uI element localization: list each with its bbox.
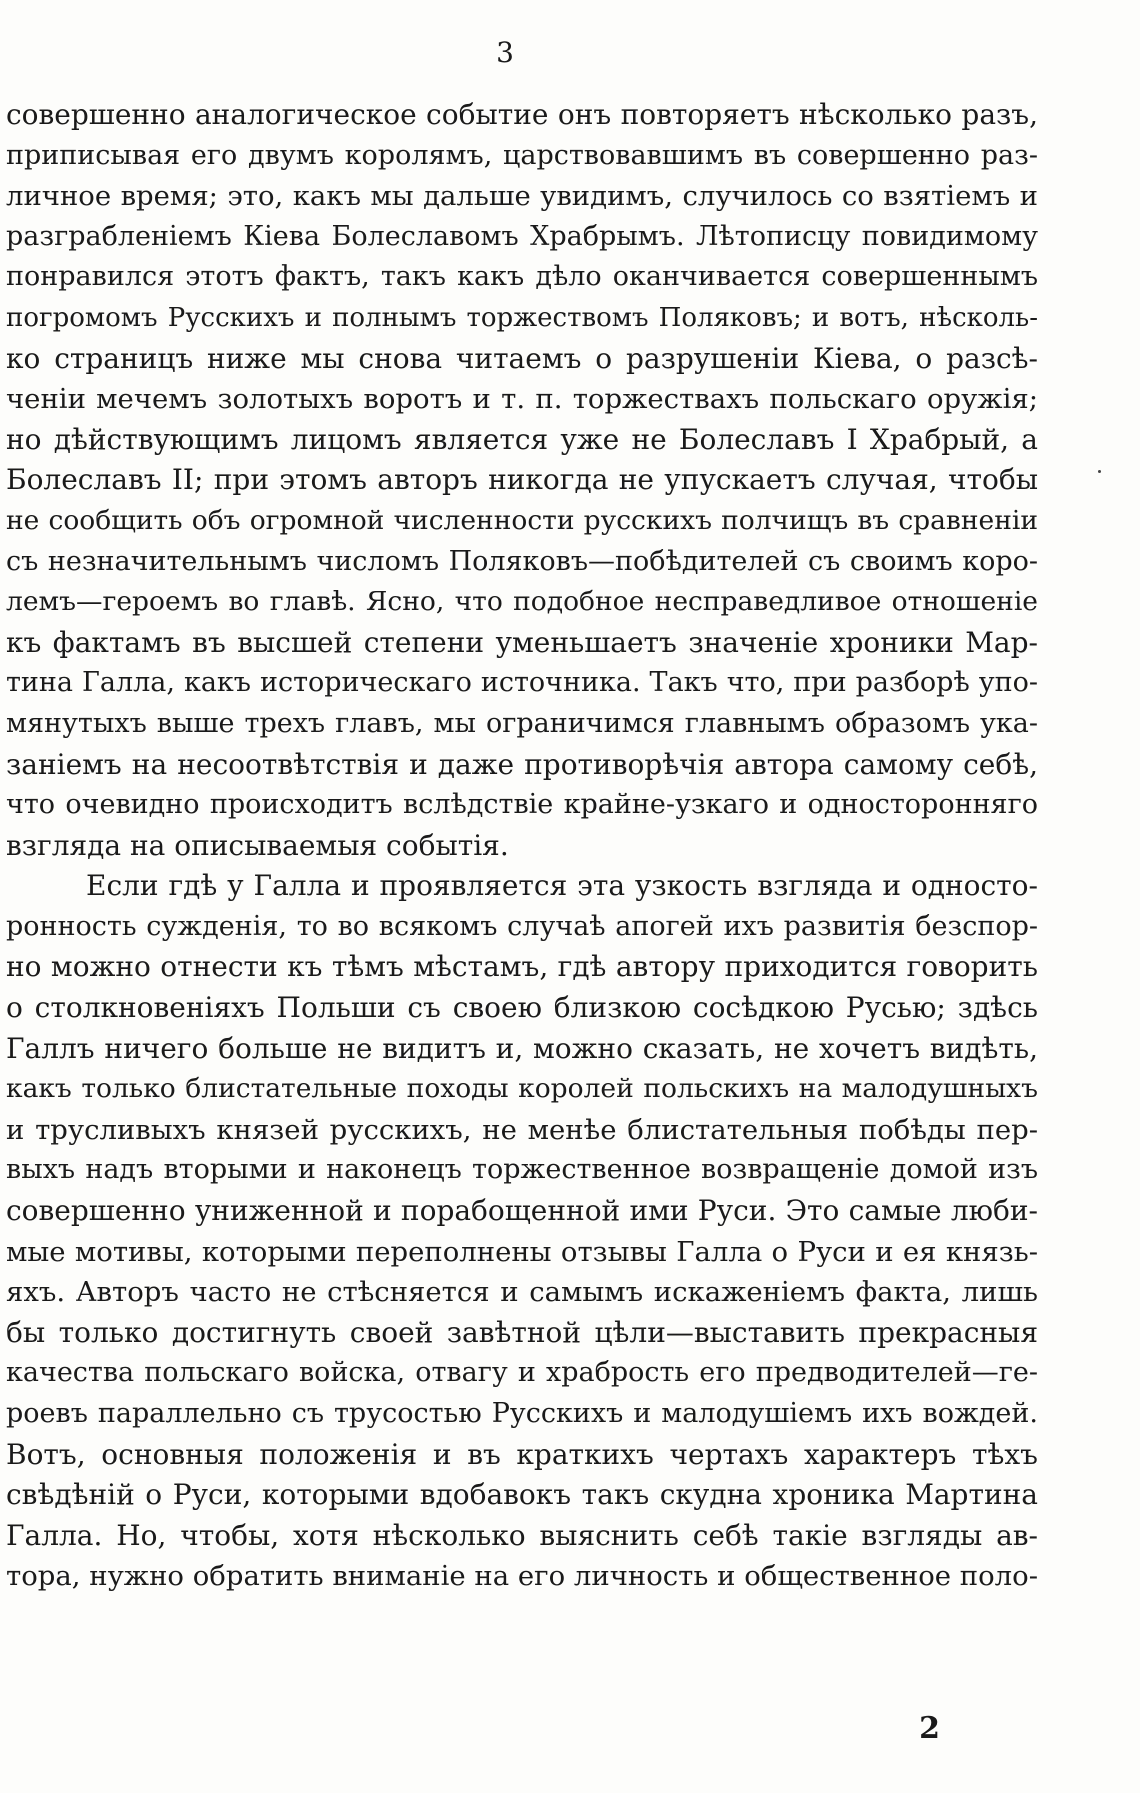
text-line: понравился этотъ фактъ, такъ какъ дѣло оканчивается совершеннымъ [6,261,1038,293]
text-line: ко страницъ ниже мы снова читаемъ о разрушеніи Кіева, о разсѣ- [6,341,1038,375]
text-line: Вотъ, основныя положенія и въ краткихъ чертахъ характеръ тѣхъ [6,1437,1038,1471]
text-line: не сообщить объ огромной численности русскихъ полчищъ въ сравненіи [6,504,1038,536]
text-line: но можно отнести къ тѣмъ мѣстамъ, гдѣ автору приходится говорить [6,950,1038,984]
text-line: погромомъ Русскихъ и полнымъ торжествомъ Поляковъ; и вотъ, нѣсколь- [6,302,1038,333]
text-line: Галла. Но, чтобы, хотя нѣсколько выяснить себѣ такіе взгляды ав- [6,1518,1038,1552]
text-line: яхъ. Авторъ часто не стѣсняется и самымъ искаженіемъ факта, лишь [6,1276,1038,1309]
text-line: бы только достигнуть своей завѣтной цѣли—выставить прекрасныя [6,1315,1038,1349]
text-line: Галлъ ничего больше не видитъ и, можно сказать, не хочетъ видѣть, [6,1031,1038,1065]
text-line: выхъ надъ вторыми и наконецъ торжественное возвращеніе домой изъ [6,1154,1038,1186]
text-line: тора, нужно обратить вниманіе на его личность и общественное поло- [6,1560,1038,1593]
text-line: качества польскаго войска, отвагу и храбрость его предводителей—ге- [6,1357,1038,1389]
text-line: что очевидно происходитъ вслѣдствіе крайне-узкаго и односторонняго [6,789,1038,821]
text-line: разграбленіемъ Кіева Болеславомъ Храбрымъ. Лѣтописцу повидимому [6,220,1038,252]
body-text [6,95,1038,1597]
text-line: но дѣйствующимъ лицомъ является уже не Болеславъ I Храбрый, а [6,422,1038,456]
text-line: роевъ параллельно съ трусостью Русскихъ и малодушіемъ ихъ вождей. [6,1398,1038,1429]
text-line: Если гдѣ у Галла и проявляется эта узкость взгляда и односто- [86,869,1038,903]
text-line: мые мотивы, которыми переполнены отзывы Галла о Руси и ея князь- [6,1235,1038,1268]
text-line: приписывая его двумъ королямъ, царствовавшимъ въ совершенно раз- [6,139,1038,171]
text-line: къ фактамъ въ высшей степени уменьшаетъ значеніе хроники Мар- [6,625,1038,659]
text-line: и трусливыхъ князей русскихъ, не менѣе блистательныя побѣды пер- [6,1113,1038,1146]
page-number: 3 [496,36,514,69]
text-line: о столкновеніяхъ Польши съ своею близкою сосѣдкою Русью; здѣсь [6,991,1038,1025]
text-line: съ незначительнымъ числомъ Поляковъ—побѣдителей съ своимъ коро- [6,545,1038,577]
margin-speck [1098,470,1101,473]
text-line: ченіи мечемъ золотыхъ воротъ и т. п. торжествахъ польскаго оружія; [6,383,1038,416]
text-line: взгляда на описываемыя событія. [6,828,509,862]
signature-number: 2 [919,1711,940,1746]
text-line: тина Галла, какъ историческаго источника. Такъ что, при разборѣ упо- [6,667,1038,699]
text-line: заніемъ на несоотвѣтствія и даже противорѣчія автора самому себѣ, [6,747,1038,781]
text-line: личное время; это, какъ мы дальше увидимъ, случилось со взятіемъ и [6,180,1038,213]
text-line: какъ только блистательные походы королей польскихъ на малодушныхъ [6,1073,1038,1105]
text-line: совершенно униженной и порабощенной ими Руси. Это самые люби- [6,1194,1038,1228]
paragraph-1 [6,95,1038,866]
text-line: совершенно аналогическое событие онъ повторяетъ нѣсколько разъ, [6,98,1038,131]
text-line: свѣдѣній о Руси, которыми вдобавокъ такъ скудна хроника Мартина [6,1478,1038,1512]
text-line: ронность сужденія, то во всякомъ случаѣ апогей ихъ развитія безспор- [6,910,1038,942]
text-line: Болеславъ II; при этомъ авторъ никогда не упускаетъ случая, чтобы [6,463,1038,497]
text-line: лемъ—героемъ во главѣ. Ясно, что подобное несправедливое отношеніе [6,586,1038,618]
text-line: мянутыхъ выше трехъ главъ, мы ограничимся главнымъ образомъ ука- [6,707,1038,739]
paragraph-2 [6,866,1038,1597]
